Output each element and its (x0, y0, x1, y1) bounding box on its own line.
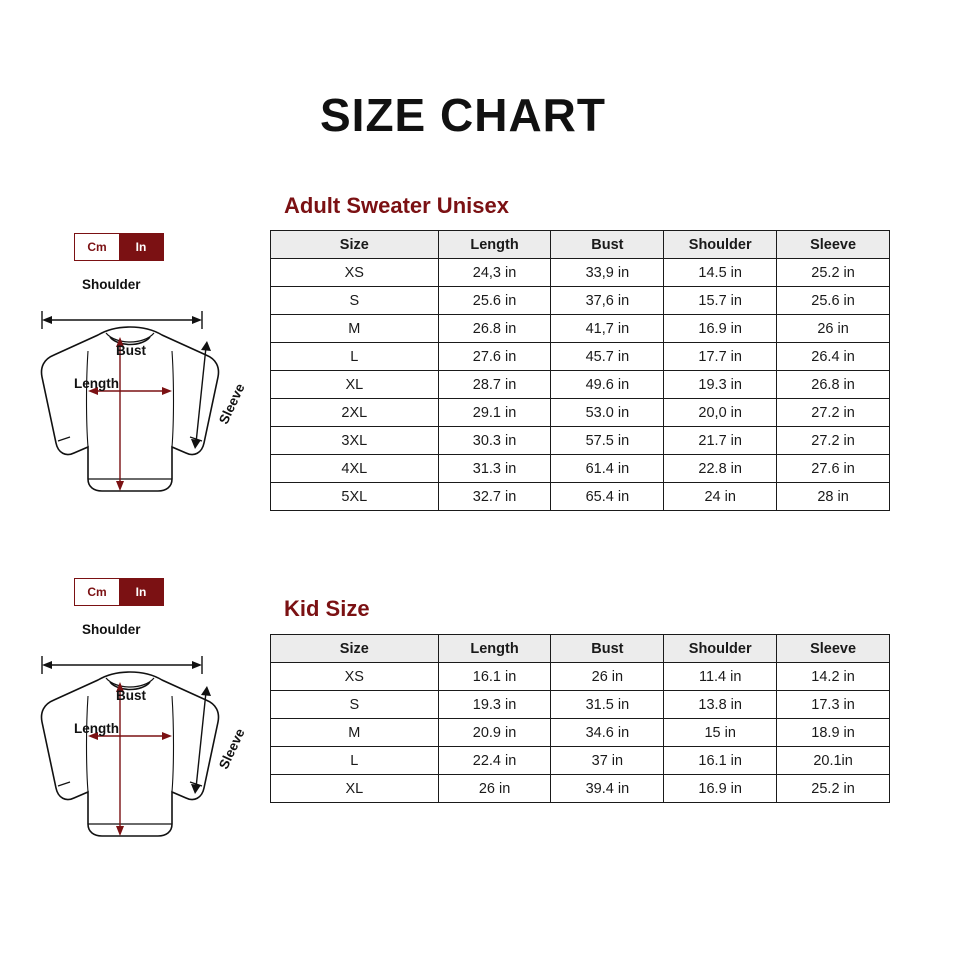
cell-length: 28.7 in (438, 371, 551, 399)
cell-sleeve: 26.8 in (777, 371, 890, 399)
kid-label-sleeve: Sleeve (216, 726, 248, 772)
cell-length: 29.1 in (438, 399, 551, 427)
column-header-bust: Bust (551, 635, 664, 663)
cell-shoulder: 16.9 in (664, 775, 777, 803)
column-header-length: Length (438, 635, 551, 663)
cell-length: 16.1 in (438, 663, 551, 691)
cell-sleeve: 27.6 in (777, 455, 890, 483)
column-header-sleeve: Sleeve (777, 635, 890, 663)
cell-size: S (271, 287, 439, 315)
cell-shoulder: 16.1 in (664, 747, 777, 775)
table-row (271, 719, 890, 747)
cell-bust: 26 in (551, 663, 664, 691)
cell-length: 26.8 in (438, 315, 551, 343)
table-row (271, 399, 890, 427)
cell-sleeve: 27.2 in (777, 427, 890, 455)
cell-bust: 34.6 in (551, 719, 664, 747)
cell-shoulder: 14.5 in (664, 259, 777, 287)
cell-shoulder: 24 in (664, 483, 777, 511)
kid-label-length: Length (74, 721, 119, 736)
cell-sleeve: 26.4 in (777, 343, 890, 371)
cell-bust: 33,9 in (551, 259, 664, 287)
adult-label-bust: Bust (116, 343, 146, 358)
cell-bust: 37,6 in (551, 287, 664, 315)
cell-length: 25.6 in (438, 287, 551, 315)
cell-shoulder: 13.8 in (664, 691, 777, 719)
table-row (271, 287, 890, 315)
table-row (271, 343, 890, 371)
cell-bust: 41,7 in (551, 315, 664, 343)
cell-shoulder: 21.7 in (664, 427, 777, 455)
cell-sleeve: 28 in (777, 483, 890, 511)
column-header-size: Size (271, 231, 439, 259)
cell-bust: 65.4 in (551, 483, 664, 511)
table-row (271, 775, 890, 803)
adult-illustration (20, 225, 248, 505)
cell-sleeve: 26 in (777, 315, 890, 343)
cell-size: S (271, 691, 439, 719)
cell-bust: 37 in (551, 747, 664, 775)
table-row (271, 663, 890, 691)
cell-shoulder: 16.9 in (664, 315, 777, 343)
column-header-bust: Bust (551, 231, 664, 259)
kid-size-table (270, 634, 890, 803)
column-header-shoulder: Shoulder (664, 635, 777, 663)
adult-label-length: Length (74, 376, 119, 391)
cell-size: L (271, 343, 439, 371)
cell-size: XS (271, 259, 439, 287)
cell-size: 4XL (271, 455, 439, 483)
cell-sleeve: 25.6 in (777, 287, 890, 315)
cell-length: 20.9 in (438, 719, 551, 747)
cell-bust: 61.4 in (551, 455, 664, 483)
adult-size-table (270, 230, 890, 511)
cell-sleeve: 25.2 in (777, 259, 890, 287)
cell-sleeve: 25.2 in (777, 775, 890, 803)
cell-length: 19.3 in (438, 691, 551, 719)
cell-bust: 45.7 in (551, 343, 664, 371)
cell-bust: 53.0 in (551, 399, 664, 427)
adult-unit-in[interactable]: In (119, 234, 163, 260)
cell-size: M (271, 315, 439, 343)
table-header-row (271, 231, 890, 259)
table-row (271, 315, 890, 343)
cell-length: 30.3 in (438, 427, 551, 455)
table-row (271, 371, 890, 399)
adult-section-heading: Adult Sweater Unisex (284, 193, 509, 218)
cell-length: 26 in (438, 775, 551, 803)
cell-sleeve: 17.3 in (777, 691, 890, 719)
cell-shoulder: 11.4 in (664, 663, 777, 691)
table-row (271, 691, 890, 719)
table-row (271, 427, 890, 455)
cell-size: M (271, 719, 439, 747)
table-row (271, 259, 890, 287)
table-header-row (271, 635, 890, 663)
cell-sleeve: 20.1in (777, 747, 890, 775)
adult-label-sleeve: Sleeve (216, 381, 248, 427)
cell-bust: 49.6 in (551, 371, 664, 399)
cell-shoulder: 15.7 in (664, 287, 777, 315)
column-header-shoulder: Shoulder (664, 231, 777, 259)
cell-sleeve: 14.2 in (777, 663, 890, 691)
cell-size: XL (271, 371, 439, 399)
cell-length: 22.4 in (438, 747, 551, 775)
cell-sleeve: 27.2 in (777, 399, 890, 427)
cell-size: 2XL (271, 399, 439, 427)
cell-length: 31.3 in (438, 455, 551, 483)
cell-sleeve: 18.9 in (777, 719, 890, 747)
cell-size: 3XL (271, 427, 439, 455)
cell-bust: 31.5 in (551, 691, 664, 719)
table-row (271, 747, 890, 775)
kid-label-shoulder: Shoulder (82, 622, 141, 637)
table-row (271, 483, 890, 511)
cell-shoulder: 17.7 in (664, 343, 777, 371)
kid-unit-in[interactable]: In (119, 579, 163, 605)
cell-bust: 57.5 in (551, 427, 664, 455)
cell-length: 32.7 in (438, 483, 551, 511)
cell-size: L (271, 747, 439, 775)
cell-size: XL (271, 775, 439, 803)
kid-unit-cm[interactable]: Cm (75, 579, 119, 605)
cell-shoulder: 19.3 in (664, 371, 777, 399)
cell-length: 27.6 in (438, 343, 551, 371)
page-title: SIZE CHART (320, 89, 606, 141)
adult-unit-cm[interactable]: Cm (75, 234, 119, 260)
cell-shoulder: 20,0 in (664, 399, 777, 427)
kid-section-heading: Kid Size (284, 596, 370, 621)
cell-size: 5XL (271, 483, 439, 511)
column-header-sleeve: Sleeve (777, 231, 890, 259)
cell-bust: 39.4 in (551, 775, 664, 803)
kid-label-bust: Bust (116, 688, 146, 703)
column-header-size: Size (271, 635, 439, 663)
cell-shoulder: 15 in (664, 719, 777, 747)
adult-label-shoulder: Shoulder (82, 277, 141, 292)
cell-shoulder: 22.8 in (664, 455, 777, 483)
kid-illustration (20, 570, 248, 850)
cell-length: 24,3 in (438, 259, 551, 287)
table-row (271, 455, 890, 483)
cell-size: XS (271, 663, 439, 691)
column-header-length: Length (438, 231, 551, 259)
